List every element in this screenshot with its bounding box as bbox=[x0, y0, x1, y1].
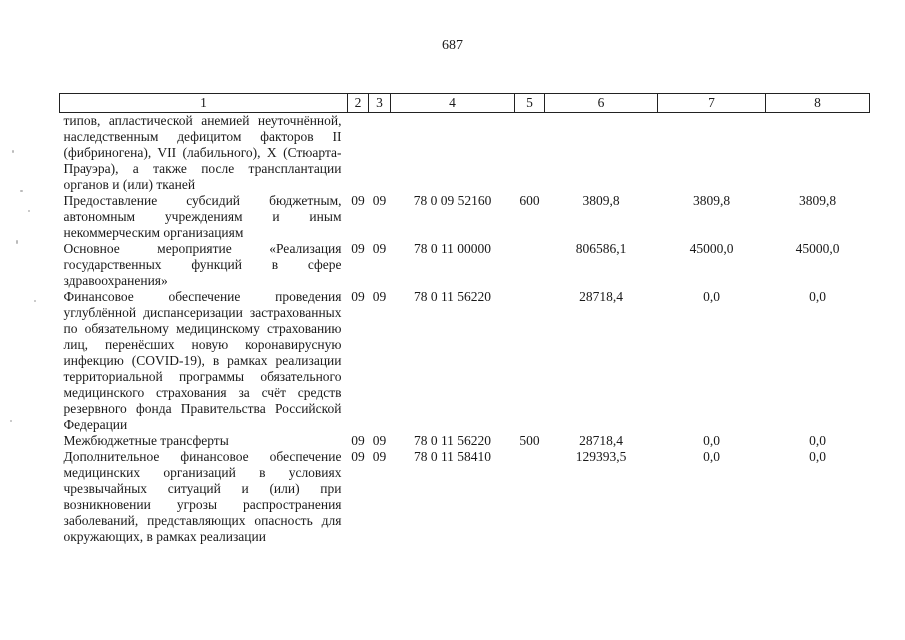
column-header: 5 bbox=[515, 94, 545, 113]
cell-expense-type: 600 bbox=[519, 193, 540, 208]
cell-expense-type bbox=[515, 241, 545, 289]
row-name: Межбюджетные трансферты bbox=[63, 433, 229, 448]
row-name: Дополнительное финансовое обеспечение медицинских организаций в условиях чрезвычайных ситуаций и (или) при возникновении угрозы распространения заболеваний, представляющих опасность для окружающих, в рамках реализации bbox=[63, 449, 342, 544]
cell-target-article: 78 0 11 00000 bbox=[413, 241, 492, 256]
cell-amount-7: 0,0 bbox=[703, 433, 720, 448]
cell-section: 09 bbox=[351, 449, 365, 464]
row-name: Предоставление субсидий бюджетным, автономным учреждениям и иным некоммерческим организациям bbox=[63, 193, 342, 240]
cell-subsection: 09 bbox=[372, 449, 387, 464]
cell-amount-8: 0,0 bbox=[809, 449, 826, 464]
budget-table bbox=[59, 93, 870, 545]
cell-subsection: 09 bbox=[372, 289, 387, 304]
cell-amount-7: 0,0 bbox=[703, 449, 720, 464]
cell-section: 09 bbox=[351, 193, 365, 208]
scan-artifact bbox=[34, 300, 36, 302]
cell-section: 09 bbox=[351, 241, 365, 256]
cell-section: 09 bbox=[351, 433, 365, 448]
table-row bbox=[60, 433, 870, 449]
cell-expense-type: 500 bbox=[519, 433, 540, 448]
row-name: Основное мероприятие «Реализация государственных функций в сфере здравоохранения» bbox=[63, 241, 342, 288]
cell-amount-8 bbox=[766, 113, 870, 194]
cell-amount-7 bbox=[658, 113, 766, 194]
row-name: Финансовое обеспечение проведения углублённой диспансеризации застрахованных по обязательному медицинскому страхованию лиц, перенёсших новую коронавирусную инфекцию (COVID-19), в рамках реализации территориальной программы обязательного медицинского страхования за счёт средств резервного фонда Правительства Российской Федерации bbox=[63, 289, 342, 432]
cell-subsection: 09 bbox=[372, 433, 387, 448]
cell-amount-8: 0,0 bbox=[809, 433, 826, 448]
column-header: 6 bbox=[545, 94, 658, 113]
cell-amount-7: 3809,8 bbox=[692, 193, 731, 208]
scan-artifact bbox=[16, 240, 18, 244]
cell-amount-7: 0,0 bbox=[703, 289, 720, 304]
cell-amount-8: 0,0 bbox=[809, 289, 826, 304]
header-row bbox=[60, 94, 870, 113]
cell-subsection: 09 bbox=[372, 193, 387, 208]
cell-amount-6: 129393,5 bbox=[575, 449, 627, 464]
cell-expense-type bbox=[515, 113, 545, 194]
cell-amount-8: 45000,0 bbox=[795, 241, 840, 256]
column-header: 1 bbox=[60, 94, 348, 113]
scan-artifact bbox=[10, 420, 12, 422]
cell-expense-type bbox=[515, 289, 545, 433]
cell-amount-6: 28718,4 bbox=[579, 433, 623, 448]
column-header: 4 bbox=[391, 94, 515, 113]
cell-amount-6: 806586,1 bbox=[575, 241, 627, 256]
table-row bbox=[60, 193, 870, 241]
cell-subsection bbox=[369, 113, 391, 194]
cell-target-article: 78 0 09 52160 bbox=[413, 193, 492, 208]
column-header: 7 bbox=[658, 94, 766, 113]
cell-amount-6: 3809,8 bbox=[582, 193, 620, 208]
scan-artifact bbox=[20, 190, 23, 192]
cell-target-article: 78 0 11 58410 bbox=[413, 449, 492, 464]
cell-subsection: 09 bbox=[372, 241, 387, 256]
scan-artifact bbox=[12, 150, 14, 153]
cell-target-article: 78 0 11 56220 bbox=[413, 289, 492, 304]
cell-target-article: 78 0 11 56220 bbox=[413, 433, 492, 448]
table-row bbox=[60, 241, 870, 289]
cell-expense-type bbox=[515, 449, 545, 545]
cell-amount-8: 3809,8 bbox=[798, 193, 837, 208]
scan-artifact bbox=[28, 210, 30, 212]
cell-section: 09 bbox=[351, 289, 365, 304]
cell-amount-6 bbox=[545, 113, 658, 194]
row-name: типов, апластической анемией неуточнённой, наследственным дефицитом факторов II (фибриногена), VII (лабильного), X (Стюарта-Прауэра), а также после трансплантации органов и (или) тканей bbox=[63, 113, 342, 192]
table-row bbox=[60, 289, 870, 433]
table-row bbox=[60, 113, 870, 194]
column-header: 2 bbox=[348, 94, 369, 113]
table-row bbox=[60, 449, 870, 545]
column-header: 8 bbox=[766, 94, 870, 113]
page-number: 687 bbox=[442, 38, 463, 53]
cell-section bbox=[348, 113, 369, 194]
cell-amount-7: 45000,0 bbox=[689, 241, 734, 256]
cell-target-article bbox=[391, 113, 515, 194]
column-header: 3 bbox=[369, 94, 391, 113]
cell-amount-6: 28718,4 bbox=[579, 289, 623, 304]
